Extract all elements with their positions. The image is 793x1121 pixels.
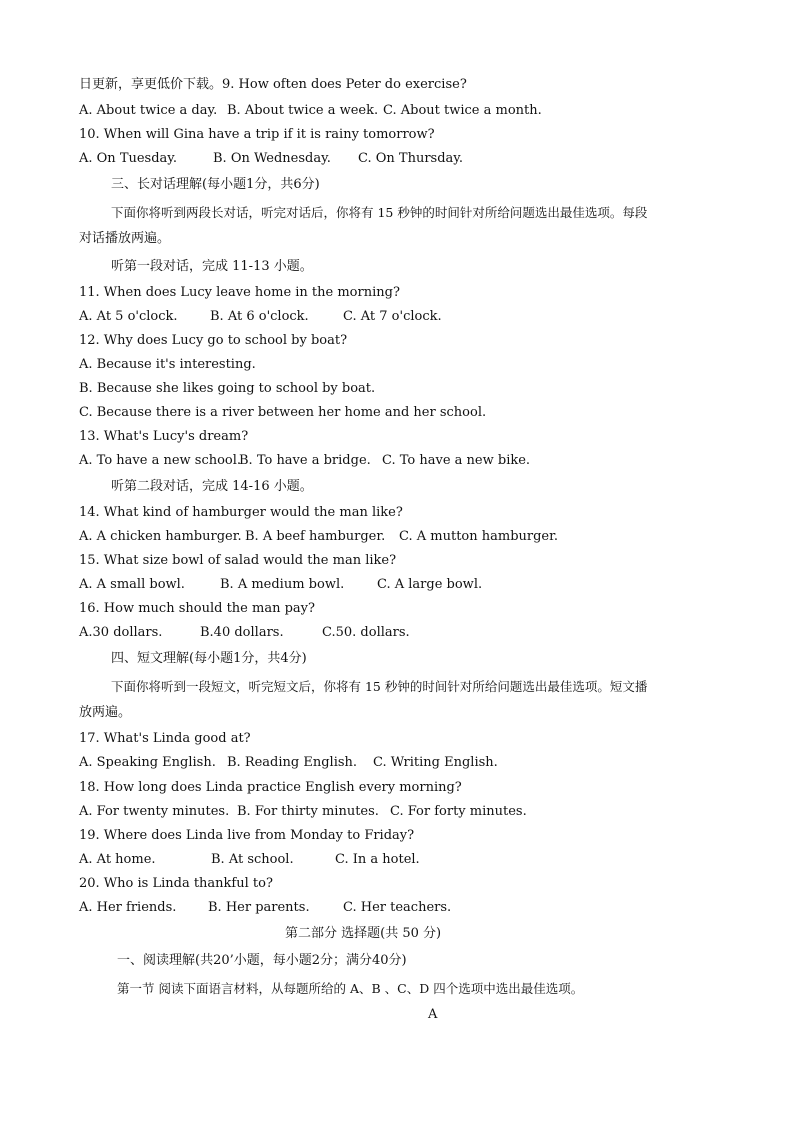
reading-heading: 一、阅读理解(共20’小题，每小题2分；满分40分) (117, 953, 407, 968)
q10-option-b: B. On Wednesday. (213, 151, 331, 166)
q9-options (79, 102, 723, 120)
q10-stem: 10. When will Gina have a trip if it is rainy tomorrow? (79, 127, 435, 142)
q19-option-c: C. In a hotel. (335, 852, 420, 867)
q12-option-a: A. Because it's interesting. (79, 357, 256, 372)
q18-option-c: C. For forty minutes. (390, 804, 527, 819)
q15-option-b: B. A medium bowl. (220, 577, 345, 592)
q19-option-b: B. At school. (211, 852, 294, 867)
q17-options (79, 754, 723, 772)
q12-option-b: B. Because she likes going to school by boat. (79, 381, 376, 396)
q20-stem: 20. Who is Linda thankful to? (79, 876, 273, 891)
q17-stem: 17. What's Linda good at? (79, 731, 251, 746)
q18-option-b: B. For thirty minutes. (237, 804, 379, 819)
q14-stem: 14. What kind of hamburger would the man like? (79, 505, 403, 520)
q16-stem: 16. How much should the man pay? (79, 601, 315, 616)
q11-options (79, 308, 723, 326)
q19-options (79, 851, 723, 869)
q9-lead-text: 日更新，享更低价下载。 (79, 77, 223, 92)
q16-options (79, 624, 723, 642)
q10-options (79, 150, 723, 168)
q9-option-a: A. About twice a day. (79, 103, 218, 118)
dialog1-intro: 听第一段对话，完成 11-13 小题。 (111, 259, 313, 274)
q18-options (79, 803, 723, 821)
q19-stem: 19. Where does Linda live from Monday to Friday? (79, 828, 415, 843)
q17-option-a: A. Speaking English. (79, 755, 216, 770)
q18-option-a: A. For twenty minutes. (79, 804, 230, 819)
q15-option-c: C. A large bowl. (377, 577, 483, 592)
q13-options (79, 452, 723, 470)
q20-option-c: C. Her teachers. (343, 900, 452, 915)
q12-option-c: C. Because there is a river between her home and her school. (79, 405, 487, 420)
q9-stem: 9. How often does Peter do exercise? (222, 77, 467, 92)
q11-option-a: A. At 5 o'clock. (79, 309, 178, 324)
q16-option-a: A.30 dollars. (79, 625, 163, 640)
q9-stem-line (79, 76, 723, 94)
section4-heading: 四、短文理解(每小题1分，共4分) (111, 651, 307, 666)
q9-option-c: C. About twice a month. (383, 103, 542, 118)
q14-options (79, 528, 723, 546)
q19-option-a: A. At home. (79, 852, 156, 867)
q16-option-b: B.40 dollars. (200, 625, 284, 640)
q15-options (79, 576, 723, 594)
q20-option-b: B. Her parents. (208, 900, 310, 915)
q14-option-c: C. A mutton hamburger. (399, 529, 559, 544)
passage-label: A (428, 1007, 438, 1022)
section3-heading: 三、长对话理解(每小题1分，共6分) (111, 177, 320, 192)
q10-option-a: A. On Tuesday. (79, 151, 178, 166)
q13-option-b: B. To have a bridge. (239, 453, 371, 468)
q15-option-a: A. A small bowl. (79, 577, 185, 592)
dialog2-intro: 听第二段对话，完成 14-16 小题。 (111, 479, 313, 494)
q10-option-c: C. On Thursday. (358, 151, 464, 166)
q17-option-c: C. Writing English. (373, 755, 498, 770)
q14-option-a: A. A chicken hamburger. (79, 529, 242, 544)
section4-instruction-line2: 放两遍。 (79, 705, 132, 720)
q14-option-b: B. A beef hamburger. (245, 529, 386, 544)
q12-stem: 12. Why does Lucy go to school by boat? (79, 333, 348, 348)
q15-stem: 15. What size bowl of salad would the man like? (79, 553, 397, 568)
q16-option-c: C.50. dollars. (322, 625, 410, 640)
q13-option-c: C. To have a new bike. (382, 453, 531, 468)
section3-instruction-line2: 对话播放两遍。 (79, 231, 171, 246)
q13-stem: 13. What's Lucy's dream? (79, 429, 249, 444)
q20-option-a: A. Her friends. (79, 900, 177, 915)
section1-instruction: 第一节 阅读下面语言材料，从每题所给的 A、B 、C、D 四个选项中选出最佳选项。 (117, 981, 584, 996)
q11-stem: 11. When does Lucy leave home in the morning? (79, 285, 400, 300)
q20-options (79, 899, 723, 917)
section3-instruction-line1: 下面你将听到两段长对话，听完对话后，你将有 15 秒钟的时间针对所给问题选出最佳选项。每段 (111, 205, 648, 220)
section4-instruction-line1: 下面你将听到一段短文，听完短文后，你将有 15 秒钟的时间针对所给问题选出最佳选项。短文播 (111, 679, 648, 694)
q11-option-b: B. At 6 o'clock. (210, 309, 309, 324)
part2-title: 第二部分 选择题(共 50 分) (285, 926, 442, 941)
q9-option-b: B. About twice a week. (227, 103, 379, 118)
q11-option-c: C. At 7 o'clock. (343, 309, 442, 324)
q18-stem: 18. How long does Linda practice English every morning? (79, 780, 462, 795)
q17-option-b: B. Reading English. (227, 755, 358, 770)
q13-option-a: A. To have a new school. (79, 453, 242, 468)
